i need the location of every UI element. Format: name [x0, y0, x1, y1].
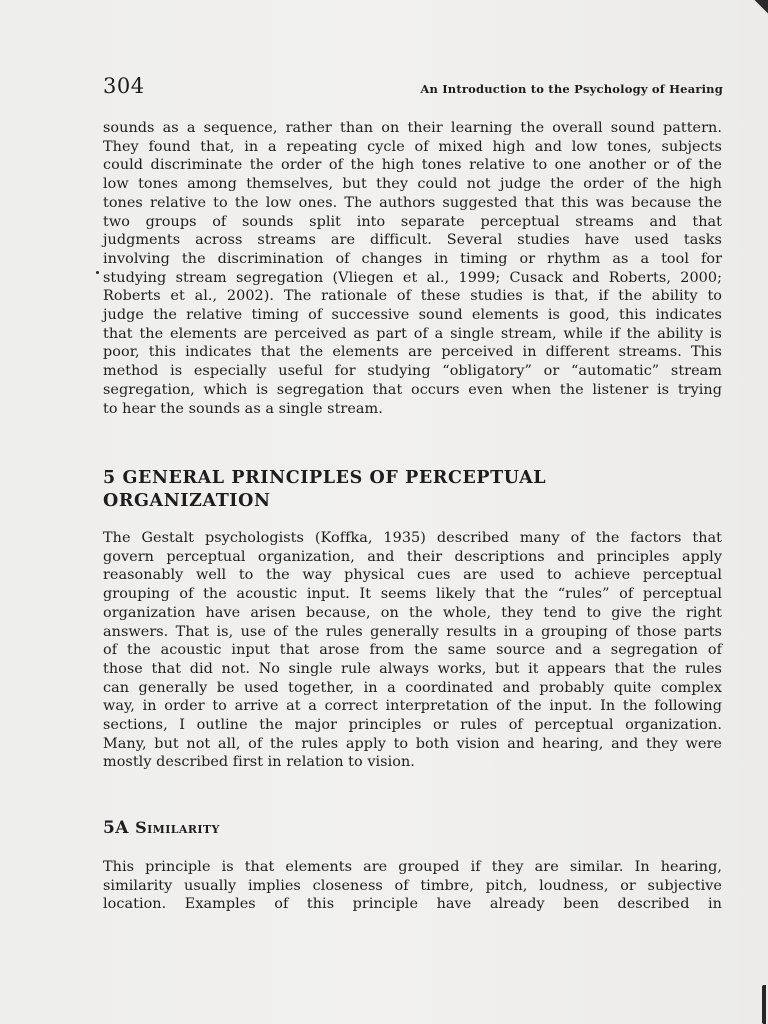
text-line: judge the relative timing of successive sound elements is good, this indicates — [103, 307, 722, 324]
page-edge-mark — [762, 985, 766, 1024]
text-line: segregation, which is segregation that occurs even when the listener is trying — [103, 381, 722, 398]
text-line: sections, I outline the major principles or rules of perceptual organization. — [103, 717, 722, 734]
text-line: two groups of sounds split into separate perceptual streams and that — [103, 213, 722, 230]
text-line: low tones among themselves, but they could not judge the order of the high — [103, 176, 722, 193]
text-line: sounds as a sequence, rather than on their learning the overall sound pattern. — [103, 120, 722, 136]
section-heading-5a — [103, 818, 220, 838]
text-line: studying stream segregation (Vliegen et al., 1999; Cusack and Roberts, 2000; — [103, 269, 722, 286]
text-line: Many, but not all, of the rules apply to both vision and hearing, and they were — [103, 735, 722, 752]
subsection-title: Similarity — [135, 818, 220, 837]
margin-mark — [96, 271, 99, 274]
section-heading-5 — [103, 467, 663, 513]
text-line: They found that, in a repeating cycle of mixed high and low tones, subjects — [103, 138, 722, 155]
text-line: involving the discrimination of changes in timing or rhythm as a tool for — [103, 250, 722, 267]
text-line: tones relative to the low ones. The authors suggested that this was because the — [103, 194, 722, 211]
text-line: grouping of the acoustic input. It seems likely that the “rules” of perceptual — [103, 586, 722, 603]
page-edge-shadow — [750, 0, 768, 20]
text-line: can generally be used together, in a coordinated and probably quite complex — [103, 679, 722, 696]
text-line: judgments across streams are difficult. Several studies have used tasks — [103, 232, 722, 249]
section-heading-line: 5 GENERAL PRINCIPLES OF PERCEPTUAL — [103, 468, 547, 488]
text-line: could discriminate the order of the high tones relative to one another or of the — [103, 157, 722, 174]
text-line: way, in order to arrive at a correct interpretation of the input. In the following — [103, 698, 722, 715]
text-line: method is especially useful for studying “obligatory” or “automatic” stream — [103, 363, 722, 380]
text-line: answers. That is, use of the rules generally results in a grouping of those parts — [103, 623, 722, 640]
section-heading-line: ORGANIZATION — [103, 491, 271, 511]
text-line: of the acoustic input that arose from the same source and a segregation of — [103, 642, 722, 659]
text-line: to hear the sounds as a single stream. — [103, 400, 383, 417]
paragraph-similarity — [103, 858, 722, 914]
paragraph-stream-segregation — [103, 119, 722, 418]
page-number: 304 — [103, 74, 145, 98]
text-line: Roberts et al., 2002). The rationale of these studies is that, if the ability to — [103, 288, 722, 305]
text-line: poor, this indicates that the elements are perceived in different streams. This — [103, 344, 722, 361]
text-line: location. Examples of this principle have already been described in — [103, 896, 722, 913]
text-line: reasonably well to the way physical cues are used to achieve perceptual — [103, 567, 722, 584]
text-line: The Gestalt psychologists (Koffka, 1935) described many of the factors that — [103, 530, 722, 546]
text-line: This principle is that elements are grouped if they are similar. In hearing, — [103, 859, 722, 875]
text-line: similarity usually implies closeness of timbre, pitch, loudness, or subjective — [103, 877, 722, 894]
text-line: those that did not. No single rule always works, but it appears that the rules — [103, 660, 722, 677]
subsection-number: 5A — [103, 818, 129, 838]
text-line: mostly described first in relation to vision. — [103, 754, 415, 771]
text-line: that the elements are perceived as part of a single stream, while if the ability is — [103, 325, 722, 342]
paragraph-gestalt-principles — [103, 529, 722, 772]
running-head: An Introduction to the Psychology of Hearing — [420, 82, 723, 96]
text-line: organization have arisen because, on the whole, they tend to give the right — [103, 604, 722, 621]
text-line: govern perceptual organization, and their descriptions and principles apply — [103, 548, 722, 565]
